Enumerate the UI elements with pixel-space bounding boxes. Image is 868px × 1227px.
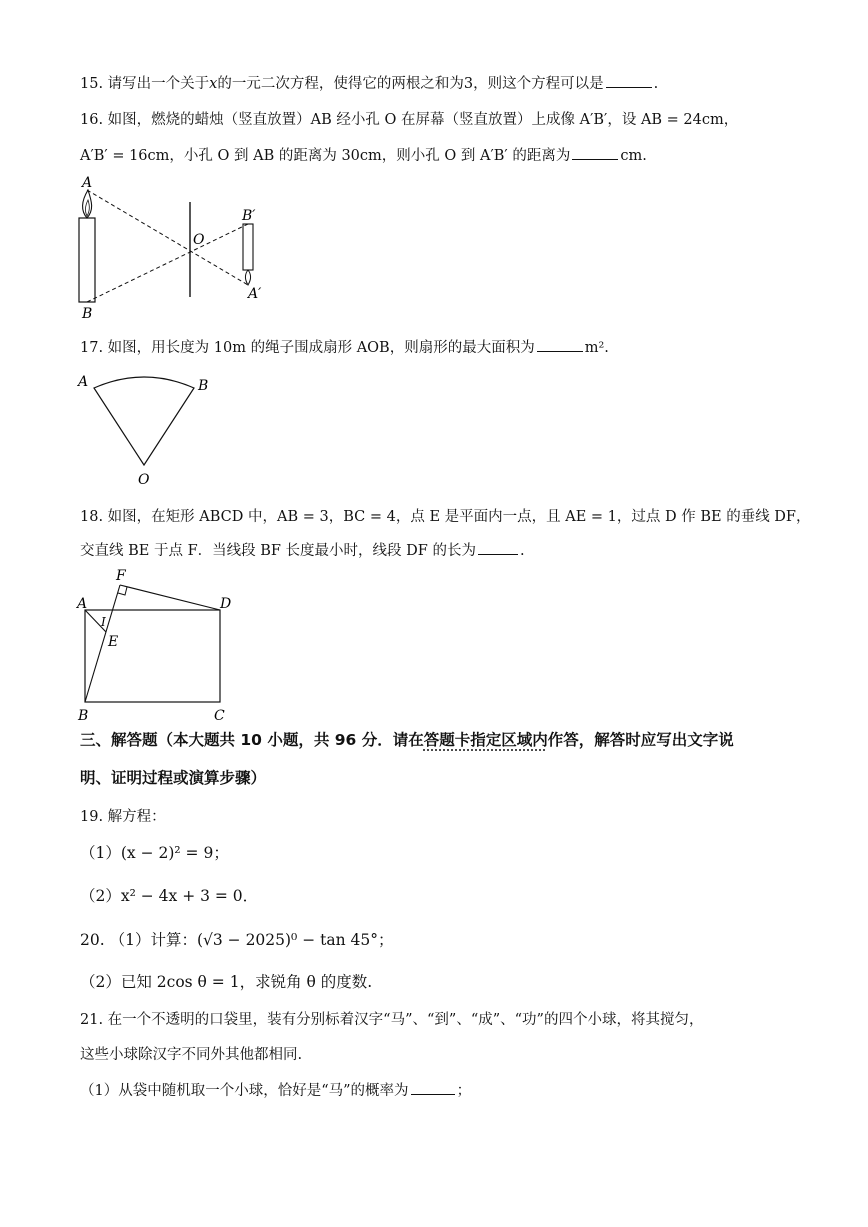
q18-number: 18. — [80, 509, 104, 525]
q17-answer-blank — [537, 337, 583, 352]
section-3-text-a: 三、解答题（本大题共 10 小题，共 96 分．请在 — [80, 731, 424, 749]
q15-answer-blank — [606, 73, 652, 88]
section-3-emphasis: 答题卡指定区域内 — [423, 731, 548, 749]
sector-label-O: O — [138, 472, 150, 488]
candle-body — [79, 218, 95, 302]
q18-text-2: 交直线 BE 于点 F．当线段 BF 长度最小时，线段 DF 的长为 — [80, 543, 476, 559]
rect-label-D: D — [220, 596, 232, 612]
q17-text: 如图，用长度为 10m 的绳子围成扇形 AOB，则扇形的最大面积为 — [107, 340, 535, 356]
figure-candle-pinhole — [70, 172, 290, 322]
q18-line-1 — [80, 507, 811, 527]
q18-line-2 — [80, 540, 525, 561]
q16-text-1: 如图，燃烧的蜡烛（竖直放置）AB 经小孔 O 在屏幕（竖直放置）上成像 A′B′，设 AB = 24cm， — [107, 112, 739, 128]
section-3-text-b: 作答，解答时应写出文字说 — [547, 731, 734, 749]
q18-answer-blank — [478, 540, 518, 555]
q15-text-before: 请写出一个关于 — [107, 76, 210, 92]
q21-answer-blank — [411, 1080, 455, 1095]
label-Bprime: B′ — [242, 208, 256, 224]
section-3-text-line2: 明、证明过程或演算步骤） — [80, 769, 267, 787]
image-candle-flame — [245, 270, 250, 285]
rect-label-E: E — [108, 634, 119, 650]
figure-sector — [72, 368, 232, 488]
section-3-heading-line-2 — [80, 768, 266, 788]
q16-answer-blank — [572, 145, 618, 160]
q15-number: 15. — [80, 76, 104, 92]
q20-part-2: （2）已知 2cos θ = 1，求锐角 θ 的度数. — [80, 973, 373, 991]
candle-flame — [83, 190, 92, 218]
q17-unit: m² — [584, 340, 605, 356]
image-candle-body — [243, 224, 253, 270]
section-3-heading-line-1 — [80, 730, 734, 750]
q19-part-2: （2）x² − 4x + 3 = 0． — [80, 887, 259, 905]
ray-a-to-ap — [87, 190, 248, 285]
q19-part-1: （1）(x − 2)² = 9； — [80, 844, 229, 862]
q15-var-x: x — [209, 76, 218, 92]
q21-part-1-text: （1）从袋中随机取一个小球，恰好是“马”的概率为 — [80, 1083, 409, 1099]
q21-line-1: 21. 在一个不透明的口袋里，装有分别标着汉字“马”、“到”、“成”、“功”的四个小球，将其搅匀， — [80, 1012, 704, 1028]
q17-number: 17. — [80, 340, 104, 356]
rect-label-A: A — [77, 596, 88, 612]
rect-label-F: F — [116, 568, 126, 584]
q20-part-1: 20. （1）计算：(√3 − 2025)⁰ − tan 45°； — [80, 931, 394, 949]
q16-line-1 — [80, 110, 738, 130]
q16-end: . — [642, 148, 647, 164]
q18-text-1: 如图，在矩形 ABCD 中，AB = 3，BC = 4，点 E 是平面内一点，且 AE = 1，过点 D 作 BE 的垂线 DF， — [107, 509, 811, 525]
q16-unit: cm — [620, 148, 643, 164]
sector-shape — [94, 377, 194, 465]
rect-label-I: I — [101, 615, 106, 629]
ray-b-to-bp — [87, 224, 248, 302]
q15-end: . — [653, 76, 659, 92]
q21-part-1-end: ； — [456, 1083, 472, 1099]
label-B: B — [82, 306, 93, 322]
q15-text-after: 的一元二次方程，使得它的两根之和为3，则这个方程可以是 — [217, 76, 604, 92]
rect-label-B: B — [78, 708, 89, 724]
q17-end: . — [604, 340, 609, 356]
figure-rectangle — [72, 566, 252, 726]
q16-text-2: A′B′ = 16cm，小孔 O 到 AB 的距离为 30cm，则小孔 O 到 A′B′ 的距离为 — [80, 148, 571, 164]
q19-title: 19. 解方程： — [80, 809, 166, 825]
candle-flame-inner — [85, 200, 89, 216]
q16-line-2 — [80, 145, 647, 166]
question-17 — [80, 337, 609, 358]
q21-line-2: 这些小球除汉字不同外其他都相同. — [80, 1047, 303, 1063]
label-O: O — [193, 232, 205, 248]
q18-end: . — [519, 543, 525, 559]
q21-part-1 — [80, 1080, 471, 1101]
sector-label-B: B — [198, 378, 209, 394]
segment-DF — [120, 585, 220, 610]
label-A: A — [82, 175, 93, 191]
question-15 — [80, 73, 658, 94]
rect-label-C: C — [214, 708, 225, 724]
label-Aprime: A′ — [248, 286, 262, 302]
q16-number: 16. — [80, 112, 104, 128]
sector-label-A: A — [78, 374, 89, 390]
